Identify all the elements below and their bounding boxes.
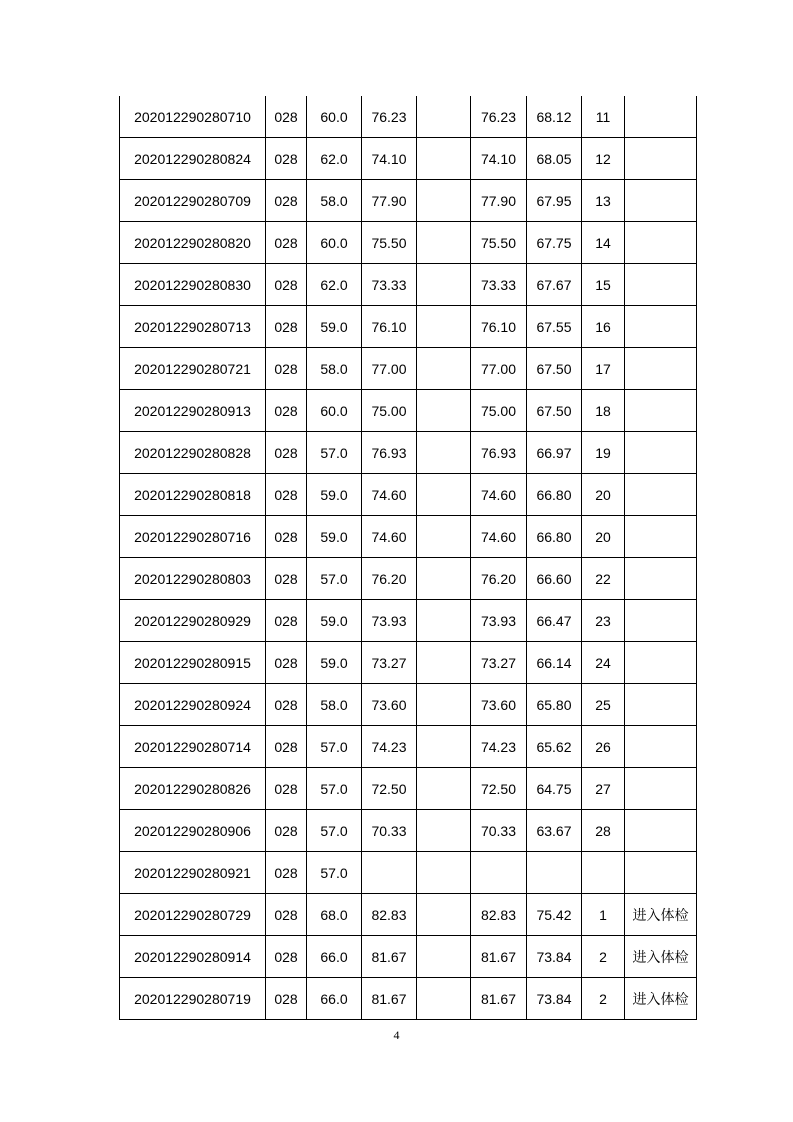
position-code-cell: 028: [266, 600, 307, 642]
total-interview-cell: 72.50: [471, 768, 527, 810]
candidate-id-cell: 202012290280929: [120, 600, 266, 642]
rank-cell: 26: [582, 726, 625, 768]
extra-score-cell: [417, 852, 471, 894]
interview-score-cell: 75.00: [362, 390, 417, 432]
total-interview-cell: 81.67: [471, 978, 527, 1020]
final-score-cell: 66.80: [527, 474, 582, 516]
written-score-cell: 62.0: [307, 138, 362, 180]
written-score-cell: 57.0: [307, 852, 362, 894]
remark-cell: [625, 768, 697, 810]
interview-score-cell: 76.20: [362, 558, 417, 600]
score-table: [119, 96, 697, 1020]
table-row: [120, 306, 697, 348]
candidate-id-cell: 202012290280719: [120, 978, 266, 1020]
position-code-cell: 028: [266, 852, 307, 894]
written-score-cell: 57.0: [307, 558, 362, 600]
rank-cell: [582, 852, 625, 894]
extra-score-cell: [417, 348, 471, 390]
total-interview-cell: 75.00: [471, 390, 527, 432]
total-interview-cell: 73.93: [471, 600, 527, 642]
table-row: [120, 852, 697, 894]
extra-score-cell: [417, 978, 471, 1020]
extra-score-cell: [417, 810, 471, 852]
written-score-cell: 62.0: [307, 264, 362, 306]
table-row: [120, 516, 697, 558]
total-interview-cell: 73.60: [471, 684, 527, 726]
table-row: [120, 810, 697, 852]
candidate-id-cell: 202012290280921: [120, 852, 266, 894]
final-score-cell: 67.50: [527, 348, 582, 390]
total-interview-cell: 74.60: [471, 516, 527, 558]
score-table-body: [120, 96, 697, 1020]
candidate-id-cell: 202012290280915: [120, 642, 266, 684]
extra-score-cell: [417, 390, 471, 432]
extra-score-cell: [417, 222, 471, 264]
extra-score-cell: [417, 558, 471, 600]
candidate-id-cell: 202012290280913: [120, 390, 266, 432]
rank-cell: 11: [582, 96, 625, 138]
extra-score-cell: [417, 936, 471, 978]
candidate-id-cell: 202012290280714: [120, 726, 266, 768]
remark-cell: [625, 600, 697, 642]
total-interview-cell: 74.23: [471, 726, 527, 768]
position-code-cell: 028: [266, 96, 307, 138]
extra-score-cell: [417, 768, 471, 810]
final-score-cell: 73.84: [527, 978, 582, 1020]
candidate-id-cell: 202012290280713: [120, 306, 266, 348]
table-row: [120, 600, 697, 642]
position-code-cell: 028: [266, 390, 307, 432]
candidate-id-cell: 202012290280914: [120, 936, 266, 978]
written-score-cell: 59.0: [307, 474, 362, 516]
position-code-cell: 028: [266, 180, 307, 222]
total-interview-cell: 76.10: [471, 306, 527, 348]
final-score-cell: 73.84: [527, 936, 582, 978]
table-row: [120, 264, 697, 306]
rank-cell: 2: [582, 936, 625, 978]
table-row: [120, 558, 697, 600]
candidate-id-cell: 202012290280828: [120, 432, 266, 474]
total-interview-cell: 74.10: [471, 138, 527, 180]
rank-cell: 25: [582, 684, 625, 726]
written-score-cell: 59.0: [307, 306, 362, 348]
written-score-cell: 58.0: [307, 348, 362, 390]
extra-score-cell: [417, 684, 471, 726]
interview-score-cell: [362, 852, 417, 894]
rank-cell: 20: [582, 474, 625, 516]
extra-score-cell: [417, 516, 471, 558]
remark-cell: [625, 264, 697, 306]
table-row: [120, 96, 697, 138]
interview-score-cell: 77.90: [362, 180, 417, 222]
final-score-cell: 75.42: [527, 894, 582, 936]
written-score-cell: 57.0: [307, 768, 362, 810]
total-interview-cell: 77.00: [471, 348, 527, 390]
extra-score-cell: [417, 96, 471, 138]
rank-cell: 22: [582, 558, 625, 600]
rank-cell: 27: [582, 768, 625, 810]
interview-score-cell: 82.83: [362, 894, 417, 936]
rank-cell: 24: [582, 642, 625, 684]
candidate-id-cell: 202012290280729: [120, 894, 266, 936]
table-row: [120, 768, 697, 810]
table-row: [120, 348, 697, 390]
final-score-cell: 67.67: [527, 264, 582, 306]
final-score-cell: 68.12: [527, 96, 582, 138]
table-row: [120, 684, 697, 726]
position-code-cell: 028: [266, 768, 307, 810]
total-interview-cell: 76.23: [471, 96, 527, 138]
extra-score-cell: [417, 180, 471, 222]
remark-cell: [625, 516, 697, 558]
extra-score-cell: [417, 600, 471, 642]
table-row: [120, 390, 697, 432]
interview-score-cell: 74.23: [362, 726, 417, 768]
remark-cell: [625, 222, 697, 264]
position-code-cell: 028: [266, 222, 307, 264]
candidate-id-cell: 202012290280803: [120, 558, 266, 600]
table-row: [120, 642, 697, 684]
rank-cell: 28: [582, 810, 625, 852]
interview-score-cell: 76.23: [362, 96, 417, 138]
written-score-cell: 60.0: [307, 390, 362, 432]
interview-score-cell: 73.60: [362, 684, 417, 726]
final-score-cell: 65.62: [527, 726, 582, 768]
final-score-cell: 67.75: [527, 222, 582, 264]
table-row: [120, 894, 697, 936]
candidate-id-cell: 202012290280709: [120, 180, 266, 222]
table-row: [120, 138, 697, 180]
rank-cell: 12: [582, 138, 625, 180]
extra-score-cell: [417, 306, 471, 348]
remark-cell: [625, 852, 697, 894]
candidate-id-cell: 202012290280710: [120, 96, 266, 138]
written-score-cell: 66.0: [307, 936, 362, 978]
rank-cell: 17: [582, 348, 625, 390]
position-code-cell: 028: [266, 894, 307, 936]
remark-cell: [625, 348, 697, 390]
final-score-cell: 67.55: [527, 306, 582, 348]
interview-score-cell: 72.50: [362, 768, 417, 810]
total-interview-cell: 70.33: [471, 810, 527, 852]
total-interview-cell: 74.60: [471, 474, 527, 516]
candidate-id-cell: 202012290280830: [120, 264, 266, 306]
rank-cell: 16: [582, 306, 625, 348]
final-score-cell: 66.97: [527, 432, 582, 474]
position-code-cell: 028: [266, 432, 307, 474]
table-row: [120, 936, 697, 978]
total-interview-cell: 81.67: [471, 936, 527, 978]
final-score-cell: 66.80: [527, 516, 582, 558]
position-code-cell: 028: [266, 348, 307, 390]
remark-cell: 进入体检: [625, 978, 697, 1020]
candidate-id-cell: 202012290280716: [120, 516, 266, 558]
candidate-id-cell: 202012290280824: [120, 138, 266, 180]
remark-cell: 进入体检: [625, 894, 697, 936]
position-code-cell: 028: [266, 684, 307, 726]
interview-score-cell: 74.10: [362, 138, 417, 180]
interview-score-cell: 74.60: [362, 474, 417, 516]
written-score-cell: 68.0: [307, 894, 362, 936]
total-interview-cell: 76.20: [471, 558, 527, 600]
interview-score-cell: 74.60: [362, 516, 417, 558]
remark-cell: [625, 96, 697, 138]
table-row: [120, 222, 697, 264]
rank-cell: 20: [582, 516, 625, 558]
extra-score-cell: [417, 138, 471, 180]
remark-cell: [625, 138, 697, 180]
position-code-cell: 028: [266, 516, 307, 558]
table-row: [120, 978, 697, 1020]
interview-score-cell: 76.93: [362, 432, 417, 474]
remark-cell: [625, 558, 697, 600]
page-number: 4: [393, 1028, 400, 1042]
position-code-cell: 028: [266, 810, 307, 852]
rank-cell: 19: [582, 432, 625, 474]
extra-score-cell: [417, 642, 471, 684]
final-score-cell: 65.80: [527, 684, 582, 726]
position-code-cell: 028: [266, 138, 307, 180]
position-code-cell: 028: [266, 642, 307, 684]
interview-score-cell: 73.27: [362, 642, 417, 684]
interview-score-cell: 77.00: [362, 348, 417, 390]
interview-score-cell: 81.67: [362, 978, 417, 1020]
final-score-cell: 63.67: [527, 810, 582, 852]
remark-cell: [625, 642, 697, 684]
written-score-cell: 59.0: [307, 642, 362, 684]
remark-cell: 进入体检: [625, 936, 697, 978]
total-interview-cell: [471, 852, 527, 894]
candidate-id-cell: 202012290280818: [120, 474, 266, 516]
extra-score-cell: [417, 264, 471, 306]
table-row: [120, 180, 697, 222]
written-score-cell: 57.0: [307, 810, 362, 852]
total-interview-cell: 82.83: [471, 894, 527, 936]
table-row: [120, 432, 697, 474]
rank-cell: 1: [582, 894, 625, 936]
total-interview-cell: 77.90: [471, 180, 527, 222]
written-score-cell: 58.0: [307, 180, 362, 222]
written-score-cell: 60.0: [307, 222, 362, 264]
extra-score-cell: [417, 432, 471, 474]
candidate-id-cell: 202012290280820: [120, 222, 266, 264]
candidate-id-cell: 202012290280721: [120, 348, 266, 390]
total-interview-cell: 73.33: [471, 264, 527, 306]
interview-score-cell: 73.33: [362, 264, 417, 306]
interview-score-cell: 81.67: [362, 936, 417, 978]
final-score-cell: [527, 852, 582, 894]
rank-cell: 14: [582, 222, 625, 264]
table-row: [120, 474, 697, 516]
final-score-cell: 66.14: [527, 642, 582, 684]
written-score-cell: 58.0: [307, 684, 362, 726]
interview-score-cell: 70.33: [362, 810, 417, 852]
written-score-cell: 66.0: [307, 978, 362, 1020]
written-score-cell: 57.0: [307, 726, 362, 768]
rank-cell: 2: [582, 978, 625, 1020]
remark-cell: [625, 180, 697, 222]
interview-score-cell: 73.93: [362, 600, 417, 642]
written-score-cell: 60.0: [307, 96, 362, 138]
position-code-cell: 028: [266, 936, 307, 978]
position-code-cell: 028: [266, 474, 307, 516]
candidate-id-cell: 202012290280826: [120, 768, 266, 810]
total-interview-cell: 76.93: [471, 432, 527, 474]
written-score-cell: 57.0: [307, 432, 362, 474]
rank-cell: 13: [582, 180, 625, 222]
interview-score-cell: 76.10: [362, 306, 417, 348]
total-interview-cell: 73.27: [471, 642, 527, 684]
remark-cell: [625, 684, 697, 726]
written-score-cell: 59.0: [307, 600, 362, 642]
candidate-id-cell: 202012290280906: [120, 810, 266, 852]
final-score-cell: 66.60: [527, 558, 582, 600]
position-code-cell: 028: [266, 558, 307, 600]
written-score-cell: 59.0: [307, 516, 362, 558]
final-score-cell: 66.47: [527, 600, 582, 642]
final-score-cell: 64.75: [527, 768, 582, 810]
remark-cell: [625, 810, 697, 852]
extra-score-cell: [417, 726, 471, 768]
remark-cell: [625, 306, 697, 348]
extra-score-cell: [417, 474, 471, 516]
final-score-cell: 68.05: [527, 138, 582, 180]
rank-cell: 18: [582, 390, 625, 432]
remark-cell: [625, 474, 697, 516]
interview-score-cell: 75.50: [362, 222, 417, 264]
rank-cell: 23: [582, 600, 625, 642]
position-code-cell: 028: [266, 978, 307, 1020]
position-code-cell: 028: [266, 726, 307, 768]
final-score-cell: 67.95: [527, 180, 582, 222]
position-code-cell: 028: [266, 264, 307, 306]
total-interview-cell: 75.50: [471, 222, 527, 264]
remark-cell: [625, 390, 697, 432]
extra-score-cell: [417, 894, 471, 936]
remark-cell: [625, 432, 697, 474]
position-code-cell: 028: [266, 306, 307, 348]
candidate-id-cell: 202012290280924: [120, 684, 266, 726]
table-row: [120, 726, 697, 768]
final-score-cell: 67.50: [527, 390, 582, 432]
rank-cell: 15: [582, 264, 625, 306]
remark-cell: [625, 726, 697, 768]
